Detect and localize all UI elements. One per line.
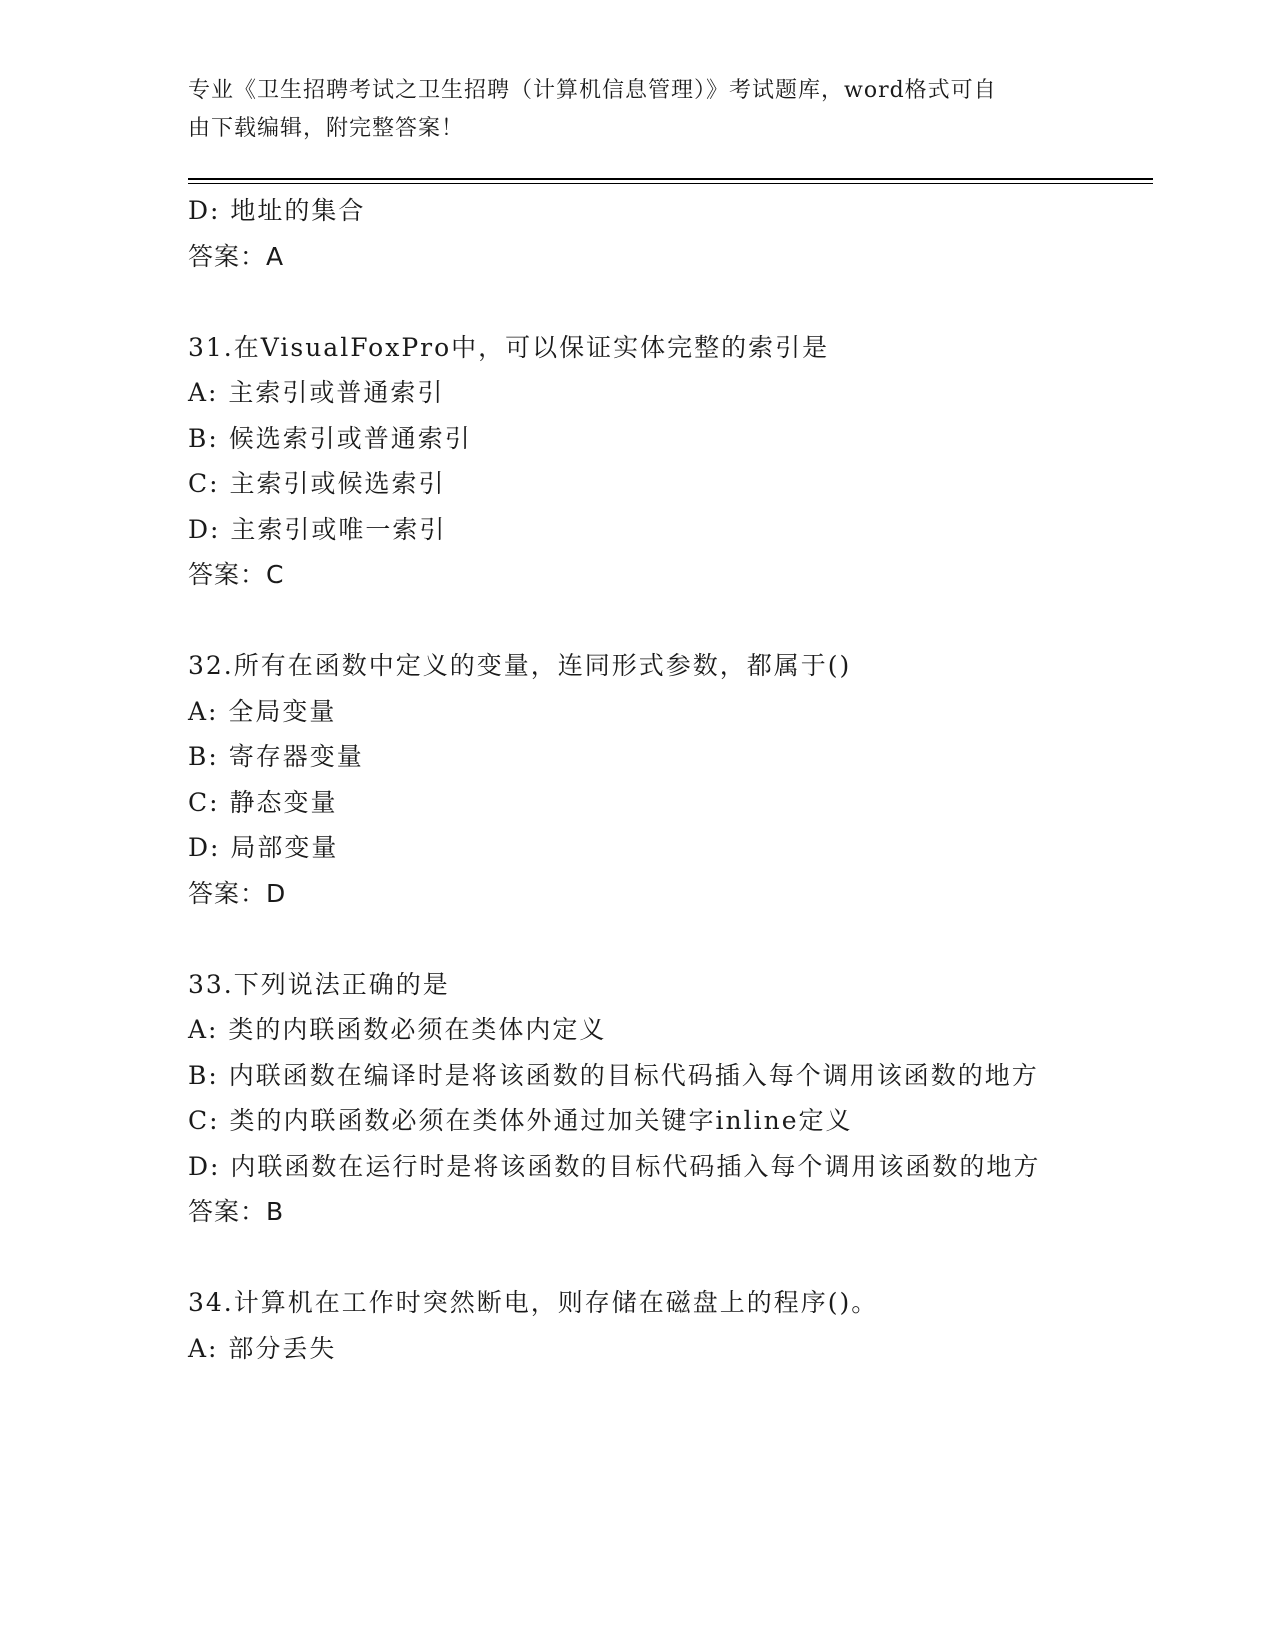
header-line-2: 由下载编辑，附完整答案！ <box>188 116 465 141</box>
answer-line: 答案：D <box>188 878 287 908</box>
answer-line: 答案：B <box>188 1197 285 1226</box>
question-content <box>188 188 1068 1371</box>
spacer <box>188 279 1068 325</box>
option-c: C: 主索引或候选索引 <box>188 469 446 498</box>
question-stem: 32.所有在函数中定义的变量，连同形式参数，都属于() <box>188 651 852 680</box>
option-b: B: 内联函数在编译时是将该函数的目标代码插入每个调用该函数的地方 <box>188 1060 1039 1090</box>
question-34 <box>188 1280 1068 1371</box>
option-a: A: 类的内联函数必须在类体内定义 <box>188 1015 607 1044</box>
header-rule-thin <box>188 183 1153 184</box>
spacer <box>188 916 1068 962</box>
option-a: A: 全局变量 <box>188 696 337 726</box>
question-31 <box>188 325 1068 598</box>
option-b: B: 候选索引或普通索引 <box>188 423 472 453</box>
option-c: C: 类的内联函数必须在类体外通过加关键字inline定义 <box>188 1106 853 1135</box>
option-a: A: 主索引或普通索引 <box>188 378 445 407</box>
option-b: B: 寄存器变量 <box>188 742 364 771</box>
option-d: D: 局部变量 <box>188 833 339 862</box>
option-d: D: 内联函数在运行时是将该函数的目标代码插入每个调用该函数的地方 <box>188 1151 1041 1181</box>
question-32 <box>188 643 1068 916</box>
header-rule-thick <box>188 178 1153 180</box>
spacer <box>188 1235 1068 1281</box>
question-33 <box>188 962 1068 1235</box>
answer-line: 答案：A <box>188 241 285 271</box>
option-d: D: 地址的集合 <box>188 196 366 225</box>
question-stem: 33.下列说法正确的是 <box>188 969 450 999</box>
document-header <box>188 72 1088 148</box>
answer-line: 答案：C <box>188 560 285 589</box>
option-a: A: 部分丢失 <box>188 1333 337 1363</box>
question-stem: 31.在VisualFoxPro中，可以保证实体完整的索引是 <box>188 332 830 362</box>
spacer <box>188 598 1068 644</box>
header-line-1: 专业《卫生招聘考试之卫生招聘（计算机信息管理）》考试题库，word格式可自 <box>188 78 997 103</box>
option-d: D: 主索引或唯一索引 <box>188 514 447 544</box>
question-stem: 34.计算机在工作时突然断电，则存储在磁盘上的程序()。 <box>188 1288 879 1317</box>
option-c: C: 静态变量 <box>188 787 338 817</box>
